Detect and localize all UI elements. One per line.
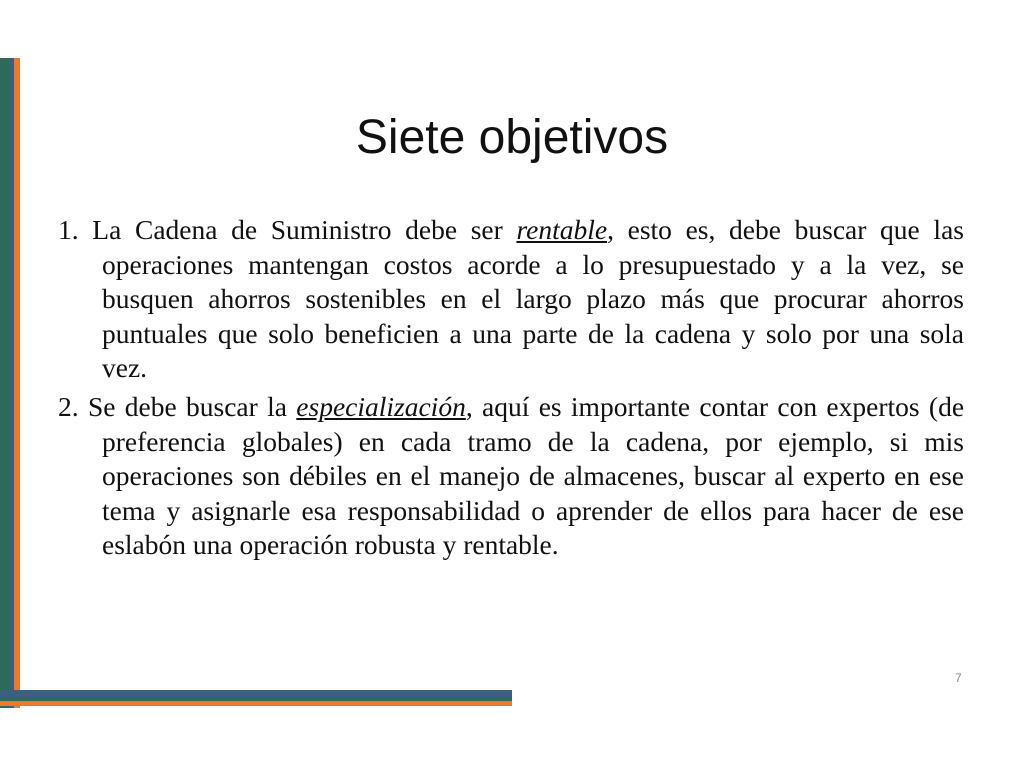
slide-body [58,213,964,567]
bottom-accent-bar-blue [0,690,512,697]
item-text-after: , esto es, debe buscar que las operaciones mantengan costos acorde a lo presupuestado y a la vez, se busquen ahorros sostenibles en el largo plazo más que procurar ahorros puntuales que solo beneficien a una parte de la cadena y solo por una sola vez. [102,214,964,384]
item-keyword: especialización [296,390,466,422]
item-text-after: , aquí es importante contar con expertos (de preferencia globales) en cada tramo de la cadena, por ejemplo, si mis operaciones son débiles en el manejo de almacenes, buscar al experto en ese tema y asignarle esa responsabilidad o aprender de ellos para hacer de ese eslabón una operación robusta y rentable. [102,390,965,561]
page-number: 7 [955,671,962,685]
item-keyword: rentable [516,214,608,245]
item-text-before: Se debe buscar la [87,390,287,422]
bottom-accent-bar-orange [0,701,512,706]
item-number: 2. [58,390,79,422]
objective-item-1 [58,213,964,386]
item-number: 1. [58,214,79,245]
item-text-before: La Cadena de Suministro debe ser [92,214,503,245]
slide-title: Siete objetivos [355,111,669,164]
objective-item-2 [58,390,964,563]
